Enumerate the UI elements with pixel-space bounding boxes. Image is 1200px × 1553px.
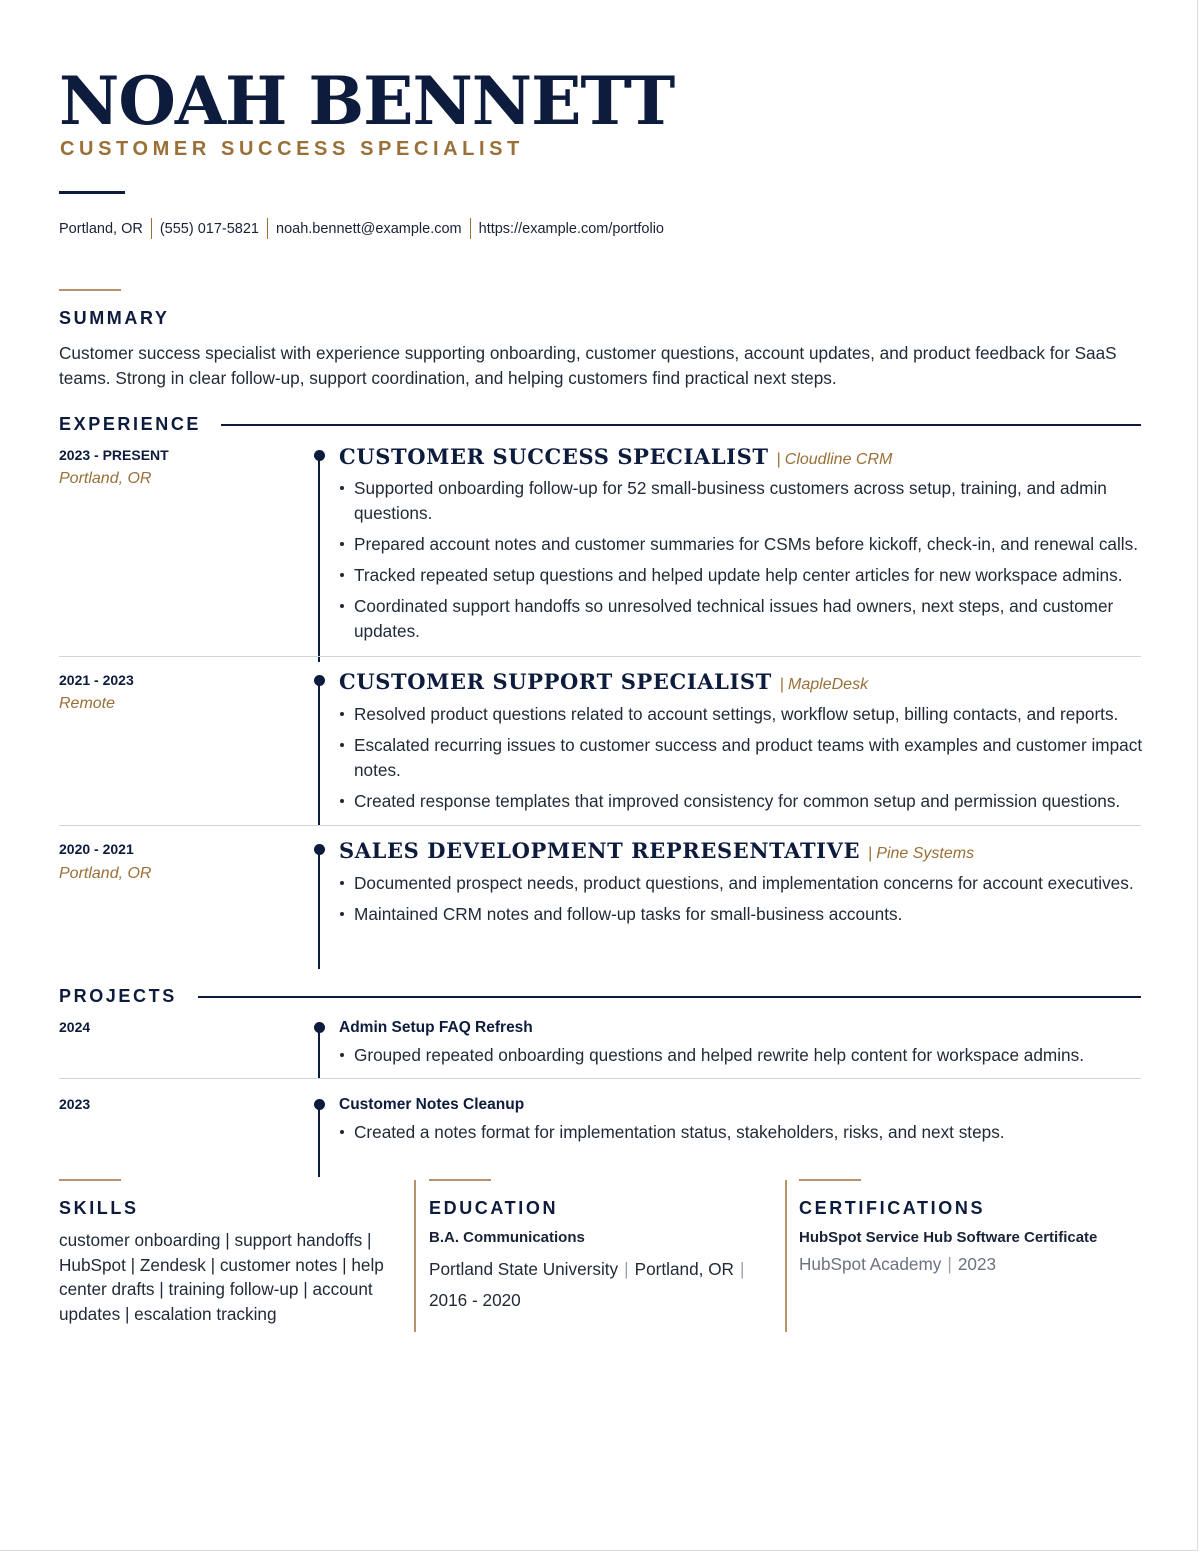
job-bullet: Tracked repeated setup questions and helped update help center articles for new workspace admins. bbox=[339, 563, 1144, 588]
projects-heading-rule bbox=[198, 996, 1141, 998]
contact-location: Portland, OR bbox=[59, 220, 143, 237]
project-title: Admin Setup FAQ Refresh bbox=[339, 1019, 533, 1036]
column-divider bbox=[785, 1180, 787, 1332]
summary-text: Customer success specialist with experience supporting onboarding, customer questions, account updates, and product feedback for SaaS teams. Strong in clear follow-up, support coordination, and helping customers find practical next steps. bbox=[59, 343, 1117, 388]
job-bullet: Documented prospect needs, product questions, and implementation concerns for account executives. bbox=[339, 871, 1144, 896]
header-rule bbox=[59, 191, 125, 194]
contact-line bbox=[59, 218, 664, 239]
education-heading: EDUCATION bbox=[429, 1198, 559, 1218]
job-heading bbox=[339, 669, 868, 694]
timeline-dot bbox=[314, 675, 325, 686]
job-dates: 2021 - 2023 bbox=[59, 672, 134, 688]
job-bullet: Coordinated support handoffs so unresolved technical issues had owners, next steps, and customer updates. bbox=[339, 594, 1144, 644]
detail-separator: | bbox=[624, 1259, 629, 1279]
timeline-line bbox=[318, 1104, 320, 1177]
projects-heading: PROJECTS bbox=[59, 986, 177, 1006]
job-location: Remote bbox=[59, 695, 116, 712]
company-separator: | bbox=[868, 845, 873, 862]
company-separator: | bbox=[779, 676, 785, 693]
timeline-line bbox=[318, 455, 320, 662]
contact-divider bbox=[151, 218, 152, 239]
project-bullets bbox=[339, 1120, 1144, 1151]
timeline-dot bbox=[314, 1022, 325, 1033]
job-bullet: Created response templates that improved consistency for common setup and permission questions. bbox=[339, 789, 1144, 814]
entry-divider bbox=[59, 656, 1141, 657]
job-bullet: Maintained CRM notes and follow-up tasks for small-business accounts. bbox=[339, 902, 1144, 927]
certification-details bbox=[799, 1254, 996, 1275]
education-details bbox=[429, 1254, 774, 1316]
job-dates: 2023 - PRESENT bbox=[59, 447, 169, 463]
education-degree: B.A. Communications bbox=[429, 1229, 585, 1246]
job-location: Portland, OR bbox=[59, 865, 152, 882]
skills-heading: SKILLS bbox=[59, 1198, 139, 1218]
project-bullet: Grouped repeated onboarding questions and helped rewrite help content for workspace admins. bbox=[339, 1043, 1144, 1068]
contact-portfolio-link[interactable]: https://example.com/portfolio bbox=[478, 220, 664, 237]
timeline-dot bbox=[314, 1099, 325, 1110]
job-bullets bbox=[339, 871, 1144, 933]
job-bullet: Prepared account notes and customer summaries for CSMs before kickoff, check-in, and renewal calls. bbox=[339, 532, 1144, 557]
entry-divider bbox=[59, 1078, 1141, 1079]
job-company: MapleDesk bbox=[788, 676, 869, 693]
certification-issuer: HubSpot Academy bbox=[799, 1254, 942, 1274]
education-years: 2016 - 2020 bbox=[429, 1290, 521, 1310]
company-separator: | bbox=[776, 451, 781, 468]
timeline-line bbox=[318, 1027, 320, 1079]
job-heading bbox=[339, 444, 892, 469]
job-company: Pine Systems bbox=[876, 845, 975, 862]
skills-list: customer onboarding | support handoffs | HubSpot | Zendesk | customer notes | help center drafts | training follow-up | account updates | escalation tracking bbox=[59, 1230, 384, 1324]
job-heading bbox=[339, 838, 974, 863]
certifications-accent-rule bbox=[799, 1179, 861, 1181]
job-bullet: Escalated recurring issues to customer success and product teams with examples and customer impact notes. bbox=[339, 733, 1144, 783]
job-bullet: Resolved product questions related to account settings, workflow setup, billing contacts, and reports. bbox=[339, 702, 1144, 727]
project-bullets bbox=[339, 1043, 1144, 1074]
detail-separator: | bbox=[739, 1259, 745, 1279]
candidate-title: CUSTOMER SUCCESS SPECIALIST bbox=[60, 138, 524, 160]
job-dates: 2020 - 2021 bbox=[59, 841, 134, 857]
job-company: Cloudline CRM bbox=[784, 451, 893, 468]
timeline-dot bbox=[314, 844, 325, 855]
timeline-line bbox=[318, 680, 320, 826]
project-title: Customer Notes Cleanup bbox=[339, 1096, 525, 1113]
skills-accent-rule bbox=[59, 1179, 121, 1181]
experience-heading: EXPERIENCE bbox=[59, 414, 202, 434]
job-company-wrap bbox=[868, 845, 974, 863]
candidate-name: NOAH BENNETT bbox=[59, 62, 675, 140]
experience-heading-rule bbox=[221, 424, 1141, 426]
job-bullet: Supported onboarding follow-up for 52 small-business customers across setup, training, and admin questions. bbox=[339, 476, 1144, 526]
certification-year: 2023 bbox=[957, 1254, 997, 1274]
project-year: 2023 bbox=[59, 1096, 91, 1112]
job-bullets bbox=[339, 702, 1144, 820]
certifications-heading: CERTIFICATIONS bbox=[799, 1198, 986, 1218]
job-location: Portland, OR bbox=[59, 470, 152, 487]
detail-separator: | bbox=[947, 1254, 952, 1274]
contact-divider bbox=[267, 218, 268, 239]
education-location: Portland, OR bbox=[634, 1259, 734, 1279]
job-title: SALES DEVELOPMENT REPRESENTATIVE bbox=[339, 838, 861, 863]
job-title: CUSTOMER SUPPORT SPECIALIST bbox=[339, 669, 772, 694]
contact-divider bbox=[470, 218, 471, 239]
project-bullet: Created a notes format for implementation status, stakeholders, risks, and next steps. bbox=[339, 1120, 1144, 1145]
certification-name: HubSpot Service Hub Software Certificate bbox=[799, 1229, 1098, 1246]
contact-phone: (555) 017-5821 bbox=[159, 220, 259, 237]
summary-accent-rule bbox=[59, 289, 121, 291]
job-bullets bbox=[339, 476, 1144, 650]
job-title: CUSTOMER SUCCESS SPECIALIST bbox=[339, 444, 769, 469]
timeline-line bbox=[318, 849, 320, 969]
project-year: 2024 bbox=[59, 1019, 91, 1035]
summary-heading: SUMMARY bbox=[59, 308, 170, 328]
column-divider bbox=[414, 1180, 416, 1332]
education-school: Portland State University bbox=[429, 1259, 619, 1279]
job-company-wrap bbox=[780, 676, 868, 694]
education-accent-rule bbox=[429, 1179, 491, 1181]
entry-divider bbox=[59, 825, 1141, 826]
contact-email[interactable]: noah.bennett@example.com bbox=[276, 220, 462, 237]
job-company-wrap bbox=[777, 451, 893, 469]
timeline-dot bbox=[314, 450, 325, 461]
